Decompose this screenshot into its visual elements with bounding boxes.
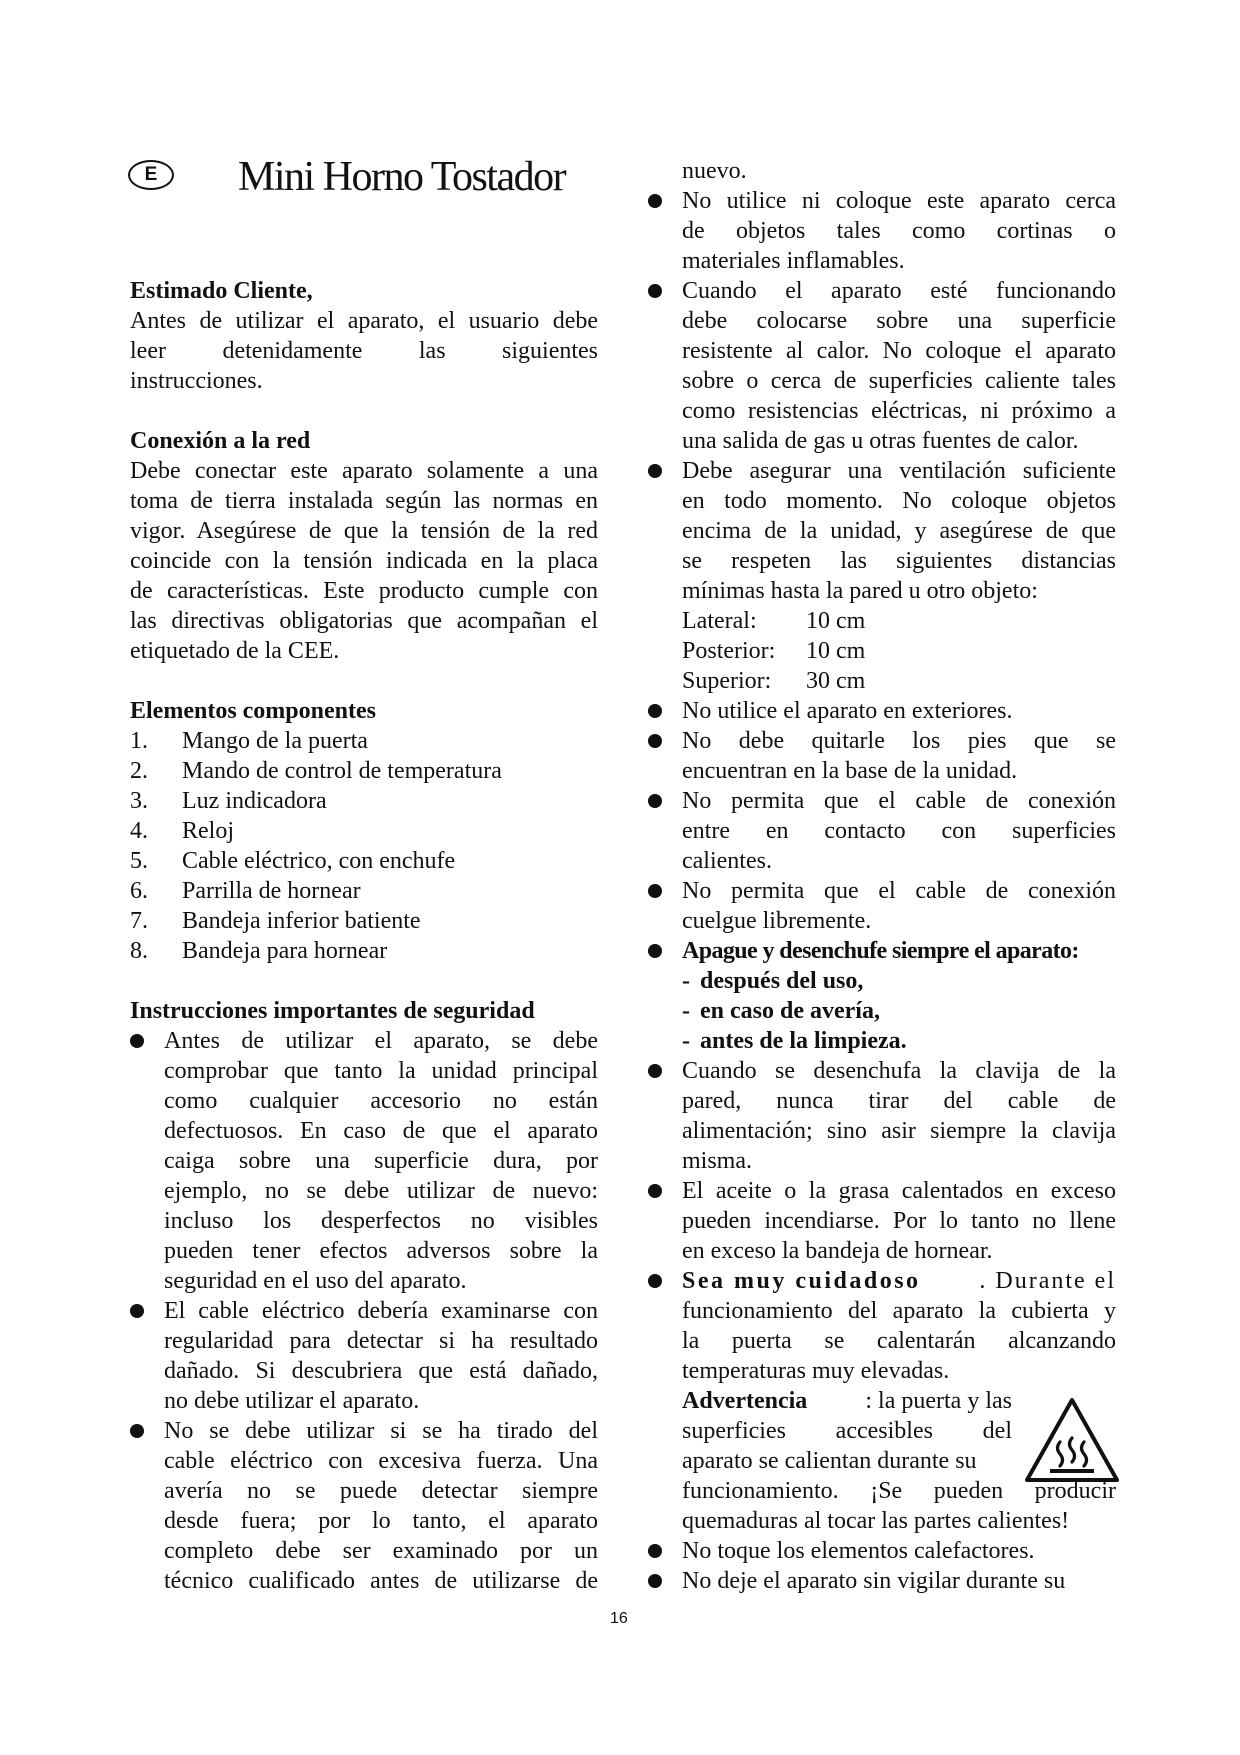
bullet-line: cable eléctrico con excesiva fuerza. Una xyxy=(164,1448,598,1474)
bullet-line: No permita que el cable de conexión xyxy=(682,788,1116,814)
list-item-number: 2. xyxy=(130,758,148,784)
bullet-line: No toque los elementos calefactores. xyxy=(682,1538,1035,1564)
distance-label: Lateral: xyxy=(682,608,757,634)
list-item: Mando de control de temperatura xyxy=(182,758,502,784)
bullet-icon xyxy=(648,464,662,478)
bullet-icon xyxy=(130,1304,144,1318)
bullet-line: como resistencias eléctricas, ni próximo a xyxy=(682,398,1116,424)
conexion-heading: Conexión a la red xyxy=(130,428,311,454)
list-item-number: 8. xyxy=(130,938,148,964)
bullet-line: calientes. xyxy=(682,848,772,874)
language-badge: E xyxy=(128,160,174,190)
bullet-line: en exceso la bandeja de hornear. xyxy=(682,1238,993,1264)
dash: - xyxy=(682,968,690,994)
bullet-icon xyxy=(130,1034,144,1048)
continued-line: nuevo. xyxy=(682,158,747,184)
bullet-line: Debe asegurar una ventilación suficiente xyxy=(682,458,1116,484)
bullet-line: una salida de gas u otras fuentes de calor. xyxy=(682,428,1079,454)
bullet-line: Cuando el aparato esté funcionando xyxy=(682,278,1116,304)
bullet-line: No permita que el cable de conexión xyxy=(682,878,1116,904)
list-item: Luz indicadora xyxy=(182,788,327,814)
bullet-line: cuelgue libremente. xyxy=(682,908,872,934)
bullet-line: Cuando se desenchufa la clavija de la xyxy=(682,1058,1116,1084)
warning-line: quemaduras al tocar las partes calientes! xyxy=(682,1508,1070,1534)
dash: - xyxy=(682,1028,690,1054)
dash: - xyxy=(682,998,690,1024)
bullet-line xyxy=(682,1266,1116,1296)
warning-line: aparato se calientan durante su xyxy=(682,1448,977,1474)
list-item-number: 4. xyxy=(130,818,148,844)
bullet-line: seguridad en el uso del aparato. xyxy=(164,1268,467,1294)
list-item: Bandeja para hornear xyxy=(182,938,388,964)
bullet-line: No debe quitarle los pies que se xyxy=(682,728,1116,754)
bullet-line: Antes de utilizar el aparato, se debe xyxy=(164,1028,598,1054)
bullet-line: resistente al calor. No coloque el aparato xyxy=(682,338,1116,364)
emphasis: Advertencia xyxy=(682,1388,808,1414)
bullet-line: entre en contacto con superficies xyxy=(682,818,1116,844)
bullet-line: de objetos tales como cortinas o xyxy=(682,218,1116,244)
conexion-line: de características. Este producto cumple con xyxy=(130,578,598,604)
hot-surface-warning-icon xyxy=(1024,1396,1120,1484)
bullet-icon xyxy=(648,944,662,958)
list-item: Mango de la puerta xyxy=(182,728,368,754)
bullet-icon xyxy=(648,794,662,808)
distance-value: 10 cm xyxy=(806,638,866,664)
bullet-line: debe colocarse sobre una superficie xyxy=(682,308,1116,334)
list-item-number: 7. xyxy=(130,908,148,934)
bullet-line: ejemplo, no se debe utilizar de nuevo: xyxy=(164,1178,598,1204)
page-title: Mini Horno Tostador xyxy=(238,154,566,200)
conexion-line: las directivas obligatorias que acompañan el xyxy=(130,608,598,634)
bullet-icon xyxy=(648,734,662,748)
bullet-line: encima de la unidad, y asegúrese de que xyxy=(682,518,1116,544)
bullet-line: El cable eléctrico debería examinarse con xyxy=(164,1298,598,1324)
bullet-line: No se debe utilizar si se ha tirado del xyxy=(164,1418,598,1444)
distance-value: 30 cm xyxy=(806,668,866,694)
bullet-line: regularidad para detectar si ha resultado xyxy=(164,1328,598,1354)
bullet-line: pared, nunca tirar del cable de xyxy=(682,1088,1116,1114)
warning-line xyxy=(682,1386,1012,1416)
bullet-icon xyxy=(648,1574,662,1588)
sub-item: antes de la limpieza. xyxy=(700,1028,907,1054)
bullet-icon xyxy=(648,284,662,298)
bullet-line: mínimas hasta la pared u otro objeto: xyxy=(682,578,1038,604)
estimado-line: Antes de utilizar el aparato, el usuario debe xyxy=(130,308,598,334)
bullet-line: Apague y desenchufe siempre el aparato: xyxy=(682,938,1079,964)
bullet-line: misma. xyxy=(682,1148,752,1174)
bullet-icon xyxy=(648,1064,662,1078)
bullet-icon xyxy=(130,1424,144,1438)
text: . Durante el xyxy=(979,1268,1116,1294)
list-item: Reloj xyxy=(182,818,234,844)
bullet-line: No utilice el aparato en exteriores. xyxy=(682,698,1013,724)
bullet-line: dañado. Si descubriera que está dañado, xyxy=(164,1358,598,1384)
text: : la puerta y las xyxy=(865,1388,1012,1414)
conexion-line: vigor. Asegúrese de que la tensión de la red xyxy=(130,518,598,544)
page-number: 16 xyxy=(610,1610,628,1627)
bullet-line: desde fuera; por lo tanto, el aparato xyxy=(164,1508,598,1534)
emphasis: Sea muy cuidadoso xyxy=(682,1268,921,1294)
bullet-icon xyxy=(648,1274,662,1288)
bullet-line: sobre o cerca de superficies caliente tales xyxy=(682,368,1116,394)
bullet-line: comprobar que tanto la unidad principal xyxy=(164,1058,598,1084)
bullet-line: en todo momento. No coloque objetos xyxy=(682,488,1116,514)
bullet-line: técnico cualificado antes de utilizarse de xyxy=(164,1568,598,1594)
list-item: Bandeja inferior batiente xyxy=(182,908,421,934)
bullet-line: funcionamiento del aparato la cubierta y xyxy=(682,1298,1116,1324)
bullet-line: defectuosos. En caso de que el aparato xyxy=(164,1118,598,1144)
bullet-line: avería no se puede detectar siempre xyxy=(164,1478,598,1504)
bullet-line: como cualquier accesorio no están xyxy=(164,1088,598,1114)
bullet-line: no debe utilizar el aparato. xyxy=(164,1388,420,1414)
bullet-icon xyxy=(648,1184,662,1198)
distance-label: Superior: xyxy=(682,668,772,694)
list-item-number: 5. xyxy=(130,848,148,874)
bullet-line: No utilice ni coloque este aparato cerca xyxy=(682,188,1116,214)
bullet-line: caiga sobre una superficie dura, por xyxy=(164,1148,598,1174)
bullet-icon xyxy=(648,884,662,898)
bullet-line: la puerta se calentarán alcanzando xyxy=(682,1328,1116,1354)
list-item: Cable eléctrico, con enchufe xyxy=(182,848,456,874)
bullet-line: encuentran en la base de la unidad. xyxy=(682,758,1018,784)
sub-item: en caso de avería, xyxy=(700,998,880,1024)
warning-line: superficies accesibles del xyxy=(682,1418,1012,1444)
bullet-icon xyxy=(648,1544,662,1558)
list-item: Parrilla de hornear xyxy=(182,878,361,904)
bullet-line: pueden incendiarse. Por lo tanto no llene xyxy=(682,1208,1116,1234)
bullet-line: completo debe ser examinado por un xyxy=(164,1538,598,1564)
warning-line: funcionamiento. ¡Se pueden producir xyxy=(682,1478,1116,1504)
conexion-line: Debe conectar este aparato solamente a una xyxy=(130,458,598,484)
list-item-number: 3. xyxy=(130,788,148,814)
elementos-heading: Elementos componentes xyxy=(130,698,376,724)
estimado-line: instrucciones. xyxy=(130,368,263,394)
conexion-line: coincide con la tensión indicada en la placa xyxy=(130,548,598,574)
estimado-heading: Estimado Cliente, xyxy=(130,278,313,304)
distance-value: 10 cm xyxy=(806,608,866,634)
list-item-number: 6. xyxy=(130,878,148,904)
bullet-icon xyxy=(648,704,662,718)
bullet-line: se respeten las siguientes distancias xyxy=(682,548,1116,574)
bullet-line: El aceite o la grasa calentados en exceso xyxy=(682,1178,1116,1204)
bullet-line: pueden tener efectos adversos sobre la xyxy=(164,1238,598,1264)
bullet-line: alimentación; sino asir siempre la clavija xyxy=(682,1118,1116,1144)
bullet-line: temperaturas muy elevadas. xyxy=(682,1358,950,1384)
conexion-line: etiquetado de la CEE. xyxy=(130,638,340,664)
bullet-line: materiales inflamables. xyxy=(682,248,905,274)
conexion-line: toma de tierra instalada según las normas en xyxy=(130,488,598,514)
bullet-icon xyxy=(648,194,662,208)
distance-label: Posterior: xyxy=(682,638,776,664)
bullet-line: No deje el aparato sin vigilar durante su xyxy=(682,1568,1066,1594)
sub-item: después del uso, xyxy=(700,968,864,994)
bullet-line: incluso los desperfectos no visibles xyxy=(164,1208,598,1234)
seguridad-heading: Instrucciones importantes de seguridad xyxy=(130,998,535,1024)
list-item-number: 1. xyxy=(130,728,148,754)
estimado-line: leer detenidamente las siguientes xyxy=(130,338,598,364)
